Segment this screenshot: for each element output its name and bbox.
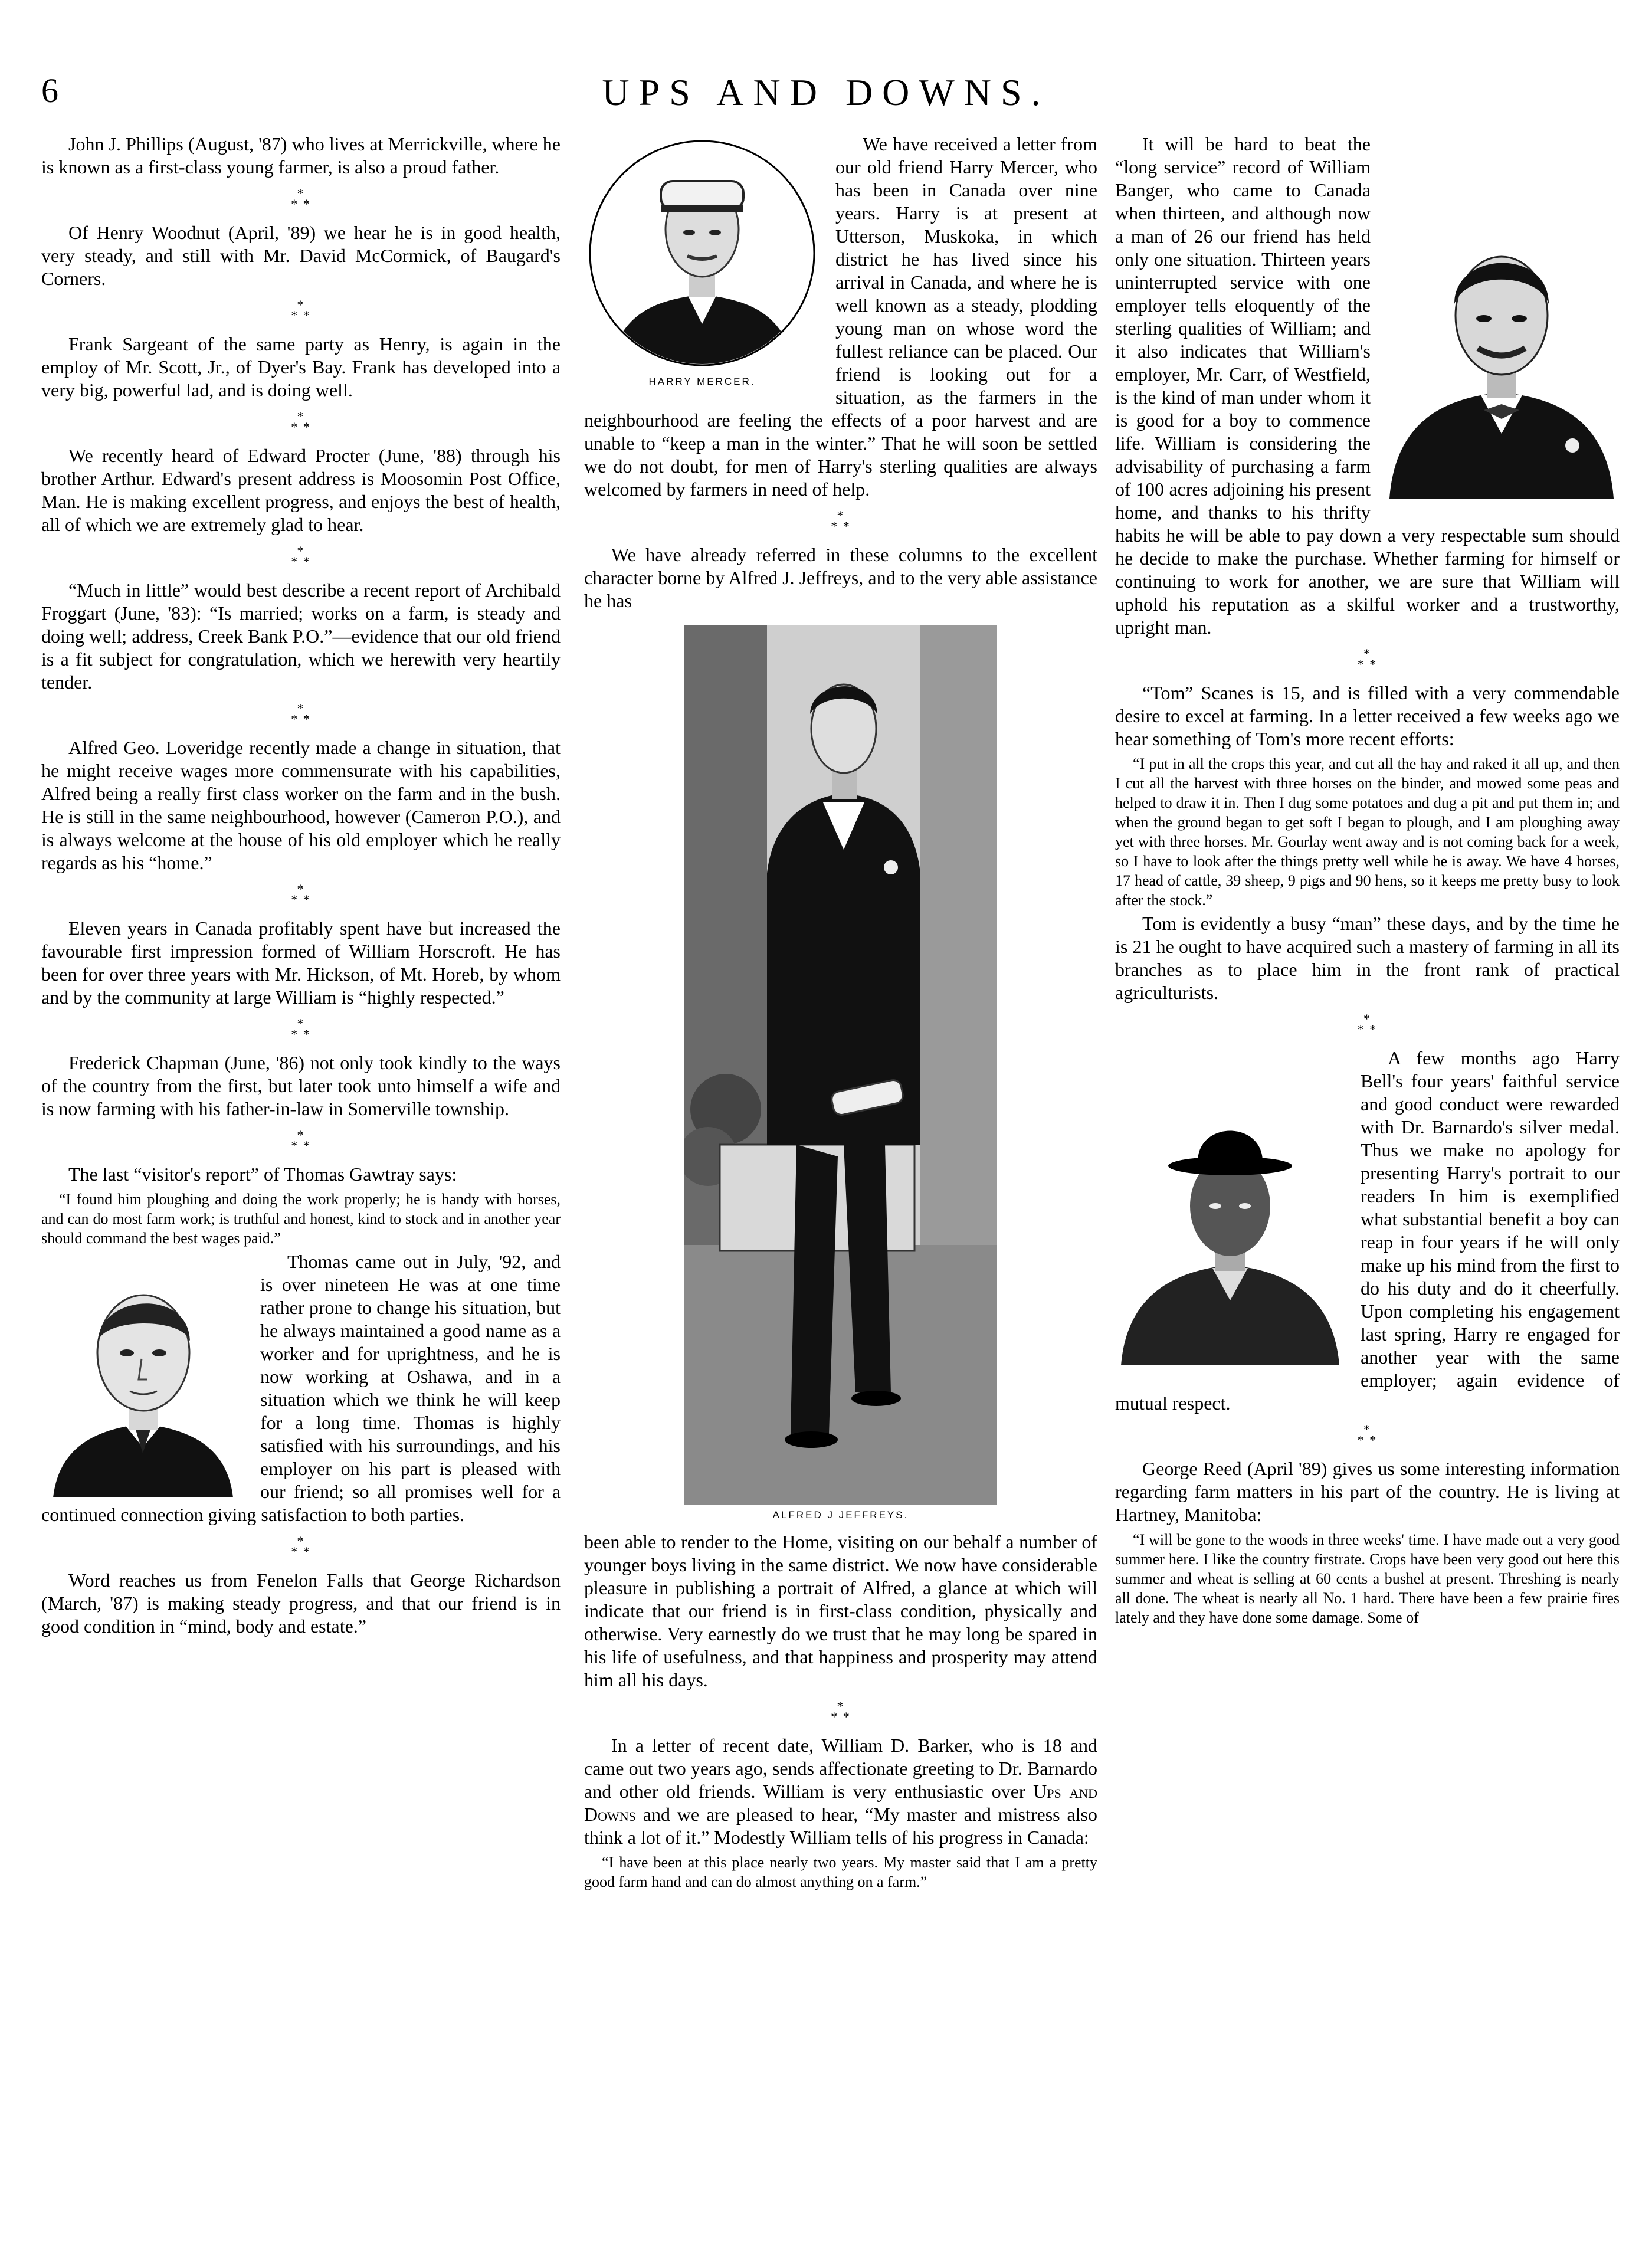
page-number: 6: [41, 71, 58, 110]
paragraph-barker-b: and we are pleased to hear, “My master and mistress also think a lot of it.” Modestly William tells of his progress in Canada:: [584, 1804, 1097, 1848]
portrait-image: [41, 1253, 245, 1497]
paragraph-gawtray-intro: The last “visitor's report” of Thomas Gawtray says:: [68, 1164, 457, 1185]
caption-harry-mercer: HARRY MERCER.: [648, 376, 756, 387]
portrait-alfred-jeffreys: [584, 625, 1097, 1522]
magazine-title: Ups and Downs: [584, 1781, 1097, 1825]
paragraph-procter: We recently heard of Edward Procter (June, '88) through his brother Arthur. Edward's present address is Moosomin Post Office, Man. He is making excellent progress, and enjoys the best of health, all of which we are extremely glad to hear.: [41, 445, 560, 535]
portrait-image: [684, 625, 997, 1505]
paragraph-scanes-body: Tom is evidently a busy “man” these days, and by the time he is 21 he ought to have acquired such a mastery of farming in all its branches as to place him in the front rank of practical agriculturists.: [1115, 913, 1620, 1003]
quote-barker: “I have been at this place nearly two years. My master said that I am a pretty good farm hand and can do almost anything on a farm.”: [584, 1854, 1097, 1890]
caption-alfred-jeffreys: ALFRED J JEFFREYS.: [772, 1509, 909, 1520]
portrait-william-banger: [1384, 221, 1620, 499]
quote-gawtray: “I found him ploughing and doing the work properly; he is handy with horses, and can do most farm work; is truthful and honest, kind to stock and in another year should command the best wages paid.”: [41, 1191, 560, 1247]
paragraph-scanes-intro: “Tom” Scanes is 15, and is filled with a very commendable desire to excel at farming. In a letter received a few weeks ago we hear something of Tom's more recent efforts:: [1115, 682, 1620, 749]
asterism-separator: * * *: [291, 409, 311, 434]
asterism-separator: * * *: [291, 881, 311, 907]
asterism-separator: * * *: [291, 297, 311, 323]
quote-reed: “I will be gone to the woods in three weeks' time. I have made out a very good summer here. I like the country firstrate. Crops have been very good out here this summer and wheat is selling at 60 cents a bushel at present. Threshing is nearly all done. The wheat is nearly all No. 1 hard. There have been a few prairie fires lately and they have done some damage. Some of: [1115, 1531, 1620, 1626]
asterism-separator: * * *: [291, 1533, 311, 1559]
portrait-image: [1384, 221, 1620, 499]
paragraph-phillips: John J. Phillips (August, '87) who lives at Merrickville, where he is known as a first-class young farmer, is also a proud father.: [41, 133, 560, 178]
asterism-separator: * * *: [831, 508, 851, 533]
paragraph-gawtray-body: Thomas came out in July, '92, and is over nineteen He was at one time rather prone to change his situation, but he always maintained a good name as a worker and for uprightness, and he is now working at Oshawa, and in a situation which we think he will keep for a long time. Thomas is highly satisfied with his surroundings, and his employer on his part is pleased with our friend; so all promises well for a continued connection giving satisfaction to both parties.: [41, 1251, 560, 1525]
asterism-separator: * * *: [831, 1699, 851, 1724]
paragraph-jeffreys-b: been able to render to the Home, visiting on our behalf a number of younger boys living in the same district. We now have considerable pleasure in publishing a portrait of Alfred, a glance at which will indicate that our friend is in first-class condition, physically and otherwise. Very earnestly do we trust that he may long be spared in his life of usefulness, and that happiness and prosperity may attend him all his days.: [584, 1531, 1097, 1690]
quote-scanes: “I put in all the crops this year, and cut all the hay and raked it all up, and then I cut all the harvest with three horses on the binder, and mowed some peas and helped to draw it in. Then I dug some potatoes and dug a pit and put them in; and when the ground began to get soft I began to plough, and I am ploughing away yet with three horses. Mr. Gourlay went away and is not coming back for a week, so I have to look after the things pretty well while he is away. We have 4 horses, 17 head of cattle, 39 sheep, 9 pigs and 90 hens, so it keeps me pretty busy to look after the stock.”: [1115, 755, 1620, 909]
asterism-separator: * * *: [291, 543, 311, 569]
paragraph-bell: A few months ago Harry Bell's four years' faithful service and good conduct were rewarded with Dr. Barnardo's silver medal. Thus we make no apology for presenting Harry's portrait to our readers In him is exemplified what substantial benefit a boy can reap in four years if he will only make up his mind from the first to do his duty and do it cheerfully. Upon completing his engagement last spring, Harry re engaged for another year with the same employer; again evidence of mutual respect.: [1115, 1047, 1620, 1414]
asterism-separator: * * *: [1357, 646, 1378, 671]
paragraph-loveridge: Alfred Geo. Loveridge recently made a change in situation, that he might receive wages more commensurate with his capabilities, Alfred being a really first class worker on the farm and in the bush. He is still in the same neighbourhood, however (Cameron P.O.), and is always welcome at the house of his old employer which he really regards as his “home.”: [41, 737, 560, 873]
asterism-separator: * * *: [291, 1128, 311, 1153]
page-header: [41, 59, 1611, 124]
paragraph-richardson: Word reaches us from Fenelon Falls that George Richardson (March, '87) is making steady progress, and that our friend is in good condition in “mind, body and estate.”: [41, 1569, 560, 1637]
column-2: [584, 133, 1097, 2224]
asterism-separator: * * *: [1357, 1422, 1378, 1447]
paragraph-jeffreys-a: We have already referred in these columns to the excellent character borne by Alfred J. Jeffreys, and to the very able assistance he has: [584, 544, 1097, 611]
paragraph-reed-intro: George Reed (April '89) gives us some interesting information regarding farm matters in his part of the country. He is living at Hartney, Manitoba:: [1115, 1458, 1620, 1525]
portrait-thomas-gawtray: [41, 1253, 245, 1497]
paragraph-barker: [584, 1734, 1097, 1849]
paragraph-banger: It will be hard to beat the “long service” record of William Banger, who came to Canada when thirteen, and although now a man of 26 our friend has held only one situation. Thirteen years uninterrupted service with one employer tells eloquently of the sterling qualities of William; and it also indicates that William's employer, Mr. Carr, of Westfield, is the kind of man under whom it is good for a boy to commence life. William is considering the advisability of purchasing a farm of 100 acres adjoining his present home, and thanks to his thrifty habits he will be able to pay down a very respectable sum should he decide to make the purchase. Whether farming for himself or continuing to work for another, we are sure that William will uphold his reputation as a skilful worker and a trustworthy, upright man.: [1115, 133, 1620, 638]
portrait-image: [1115, 1088, 1345, 1365]
paragraph-woodnut: Of Henry Woodnut (April, '89) we hear he is in good health, very steady, and still with Mr. David McCormick, of Baugard's Corners.: [41, 222, 560, 289]
paragraph-froggart: “Much in little” would best describe a recent report of Archibald Froggart (June, '83): “Is married; works on a farm, is steady and doing well; address, Creek Bank P.O.”—evidence that our old friend is a fit subject for congratulation, which we herewith very heartily tender.: [41, 579, 560, 693]
asterism-separator: * * *: [291, 1016, 311, 1041]
column-3: [1115, 133, 1620, 2224]
running-title: UPS AND DOWNS.: [602, 71, 1050, 113]
portrait-harry-bell: [1115, 1088, 1345, 1365]
asterism-separator: * * *: [1357, 1011, 1378, 1037]
paragraph-chapman: Frederick Chapman (June, '86) not only took kindly to the ways of the country from the first, but later took unto himself a wife and is now farming with his father-in-law in Somerville township.: [41, 1052, 560, 1119]
paragraph-barker-a: In a letter of recent date, William D. Barker, who is 18 and came out two years ago, sends affectionate greeting to Dr. Barnardo and other old friends. William is very enthusiastic over: [584, 1735, 1097, 1802]
column-1: [41, 133, 560, 2224]
asterism-separator: * * *: [291, 701, 311, 726]
portrait-harry-mercer: [584, 135, 820, 389]
asterism-separator: * * *: [291, 186, 311, 211]
paragraph-sargeant: Frank Sargeant of the same party as Henry, is again in the employ of Mr. Scott, Jr., of Dyer's Bay. Frank has developed into a very big, powerful lad, and is doing well.: [41, 333, 560, 401]
paragraph-horscroft: Eleven years in Canada profitably spent have but increased the favourable first impression formed of William Horscroft. He has been for over three years with Mr. Hickson, of Mt. Horeb, by whom and by the community at large William is “highly respected.”: [41, 917, 560, 1008]
portrait-image: [584, 135, 820, 371]
paragraph-mercer: We have received a letter from our old friend Harry Mercer, who has been in Canada over nine years. Harry is at present at Utterson, Muskoka, in which district he has lived since his arrival in Canada, and where he is well known as a steady, plodding young man on whose word the fullest reliance can be placed. Our friend is looking out for a situation, as the farmers in the neighbourhood are feeling the effects of a poor harvest and are unable to “keep a man in the winter.” That he will soon be settled we do not doubt, for men of Harry's sterling qualities are always welcomed by farmers in need of help.: [584, 133, 1097, 500]
